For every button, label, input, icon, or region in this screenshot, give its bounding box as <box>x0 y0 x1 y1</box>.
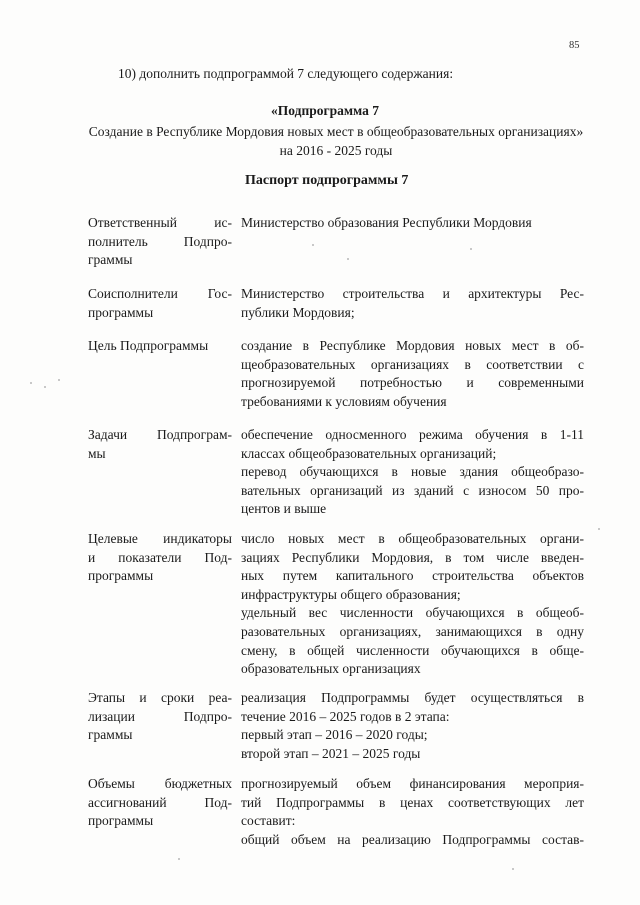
value-line: обеспечение односменного режима обучения в 1-11 <box>241 427 584 442</box>
scan-speck <box>598 528 600 530</box>
passport-row-value <box>241 214 584 233</box>
label-line: Этапы и сроки реа- <box>88 690 232 705</box>
value-line: тий Подпрограммы в ценах соответствующих лет <box>241 794 584 810</box>
passport-row-value <box>241 285 584 322</box>
value-line: перевод обучающихся в новые здания общеобразо- <box>241 464 584 480</box>
scan-speck <box>470 248 472 250</box>
value-line: создание в Республике Мордовия новых мест в об- <box>241 338 584 353</box>
subprogram-title: «Подпрограмма 7 <box>271 103 380 118</box>
label-line: Цель Подпрограммы <box>88 338 209 353</box>
value-line: Министерство образования Республики Мордовия <box>241 215 532 230</box>
value-line: первый этап – 2016 – 2020 годы; <box>241 727 428 743</box>
value-line: реализация Подпрограммы будет осуществляться в <box>241 690 584 705</box>
label-line: Задачи Подпрограм- <box>88 427 232 442</box>
scan-speck <box>512 868 514 870</box>
value-line: классах общеобразовательных организаций; <box>241 445 497 461</box>
passport-row-label <box>88 530 232 586</box>
label-line: программы <box>88 813 154 829</box>
passport-row-value <box>241 775 584 849</box>
scan-speck <box>44 386 46 388</box>
value-line: Министерство строительства и архитектуры Рес- <box>241 286 584 301</box>
label-line: и показатели Под- <box>88 549 232 565</box>
label-line: ассигнований Под- <box>88 794 232 810</box>
label-line: полнитель Подпро- <box>88 233 232 249</box>
passport-row-label <box>88 337 232 356</box>
value-line: требованиями к условиям обучения <box>241 393 447 409</box>
passport-row-value <box>241 426 584 519</box>
value-line: ных путем капитального строительства объектов <box>241 568 584 584</box>
value-line: центов и выше <box>241 501 327 517</box>
scan-speck <box>178 858 180 860</box>
label-line: граммы <box>88 252 133 268</box>
value-line: смену, в общей численности обучающихся в обще- <box>241 642 584 658</box>
label-line: граммы <box>88 727 133 743</box>
label-line: лизации Подпро- <box>88 708 232 724</box>
passport-row-value <box>241 337 584 411</box>
passport-row-label <box>88 426 232 463</box>
value-line: образовательных организациях <box>241 661 421 677</box>
value-line: общий объем на реализацию Подпрограммы состав- <box>241 831 584 847</box>
scan-speck <box>347 258 349 260</box>
value-line: течение 2016 – 2025 годов в 2 этапа: <box>241 708 450 724</box>
scan-speck <box>312 244 314 246</box>
value-line: второй этап – 2021 – 2025 годы <box>241 745 421 761</box>
passport-row-value <box>241 530 584 679</box>
passport-row-label <box>88 689 232 745</box>
value-line: прогнозируемый объем финансирования мероприя- <box>241 776 584 791</box>
page-number: 85 <box>569 40 580 51</box>
label-line: программы <box>88 304 154 320</box>
scan-speck <box>58 379 60 381</box>
passport-row-value <box>241 689 584 763</box>
label-line: Соисполнители Гос- <box>88 286 232 301</box>
value-line: зациях Республики Мордовия, в том числе введен- <box>241 549 584 565</box>
scan-speck <box>30 382 32 384</box>
value-line: удельный вес численности обучающихся в общеоб- <box>241 605 584 621</box>
value-line: вательных организаций из зданий с износом 50 про- <box>241 482 584 498</box>
value-line: число новых мест в общеобразовательных органи- <box>241 531 584 546</box>
value-line: разовательных организациях, занимающихся в одну <box>241 623 584 639</box>
label-line: Целевые индикаторы <box>88 531 232 546</box>
label-line: мы <box>88 445 106 461</box>
label-line: программы <box>88 568 154 584</box>
amendment-intro: 10) дополнить подпрограммой 7 следующего содержания: <box>118 66 454 81</box>
label-line: Объемы бюджетных <box>88 776 232 791</box>
passport-title: Паспорт подпрограммы 7 <box>245 173 409 188</box>
value-line: инфраструктуры общего образования; <box>241 586 461 602</box>
passport-row-label <box>88 775 232 831</box>
passport-row-label <box>88 214 232 270</box>
value-line: щеобразовательных организациях в соответствии с <box>241 356 584 372</box>
value-line: составит: <box>241 813 296 829</box>
label-line: Ответственный ис- <box>88 215 232 230</box>
value-line: прогнозируемой потребностью и современными <box>241 375 584 391</box>
subprogram-description: Создание в Республике Мордовия новых мест в общеобразовательных организациях» на 2016 - 2025 годы <box>88 124 584 158</box>
value-line: публики Мордовия; <box>241 304 355 320</box>
passport-row-label <box>88 285 232 322</box>
